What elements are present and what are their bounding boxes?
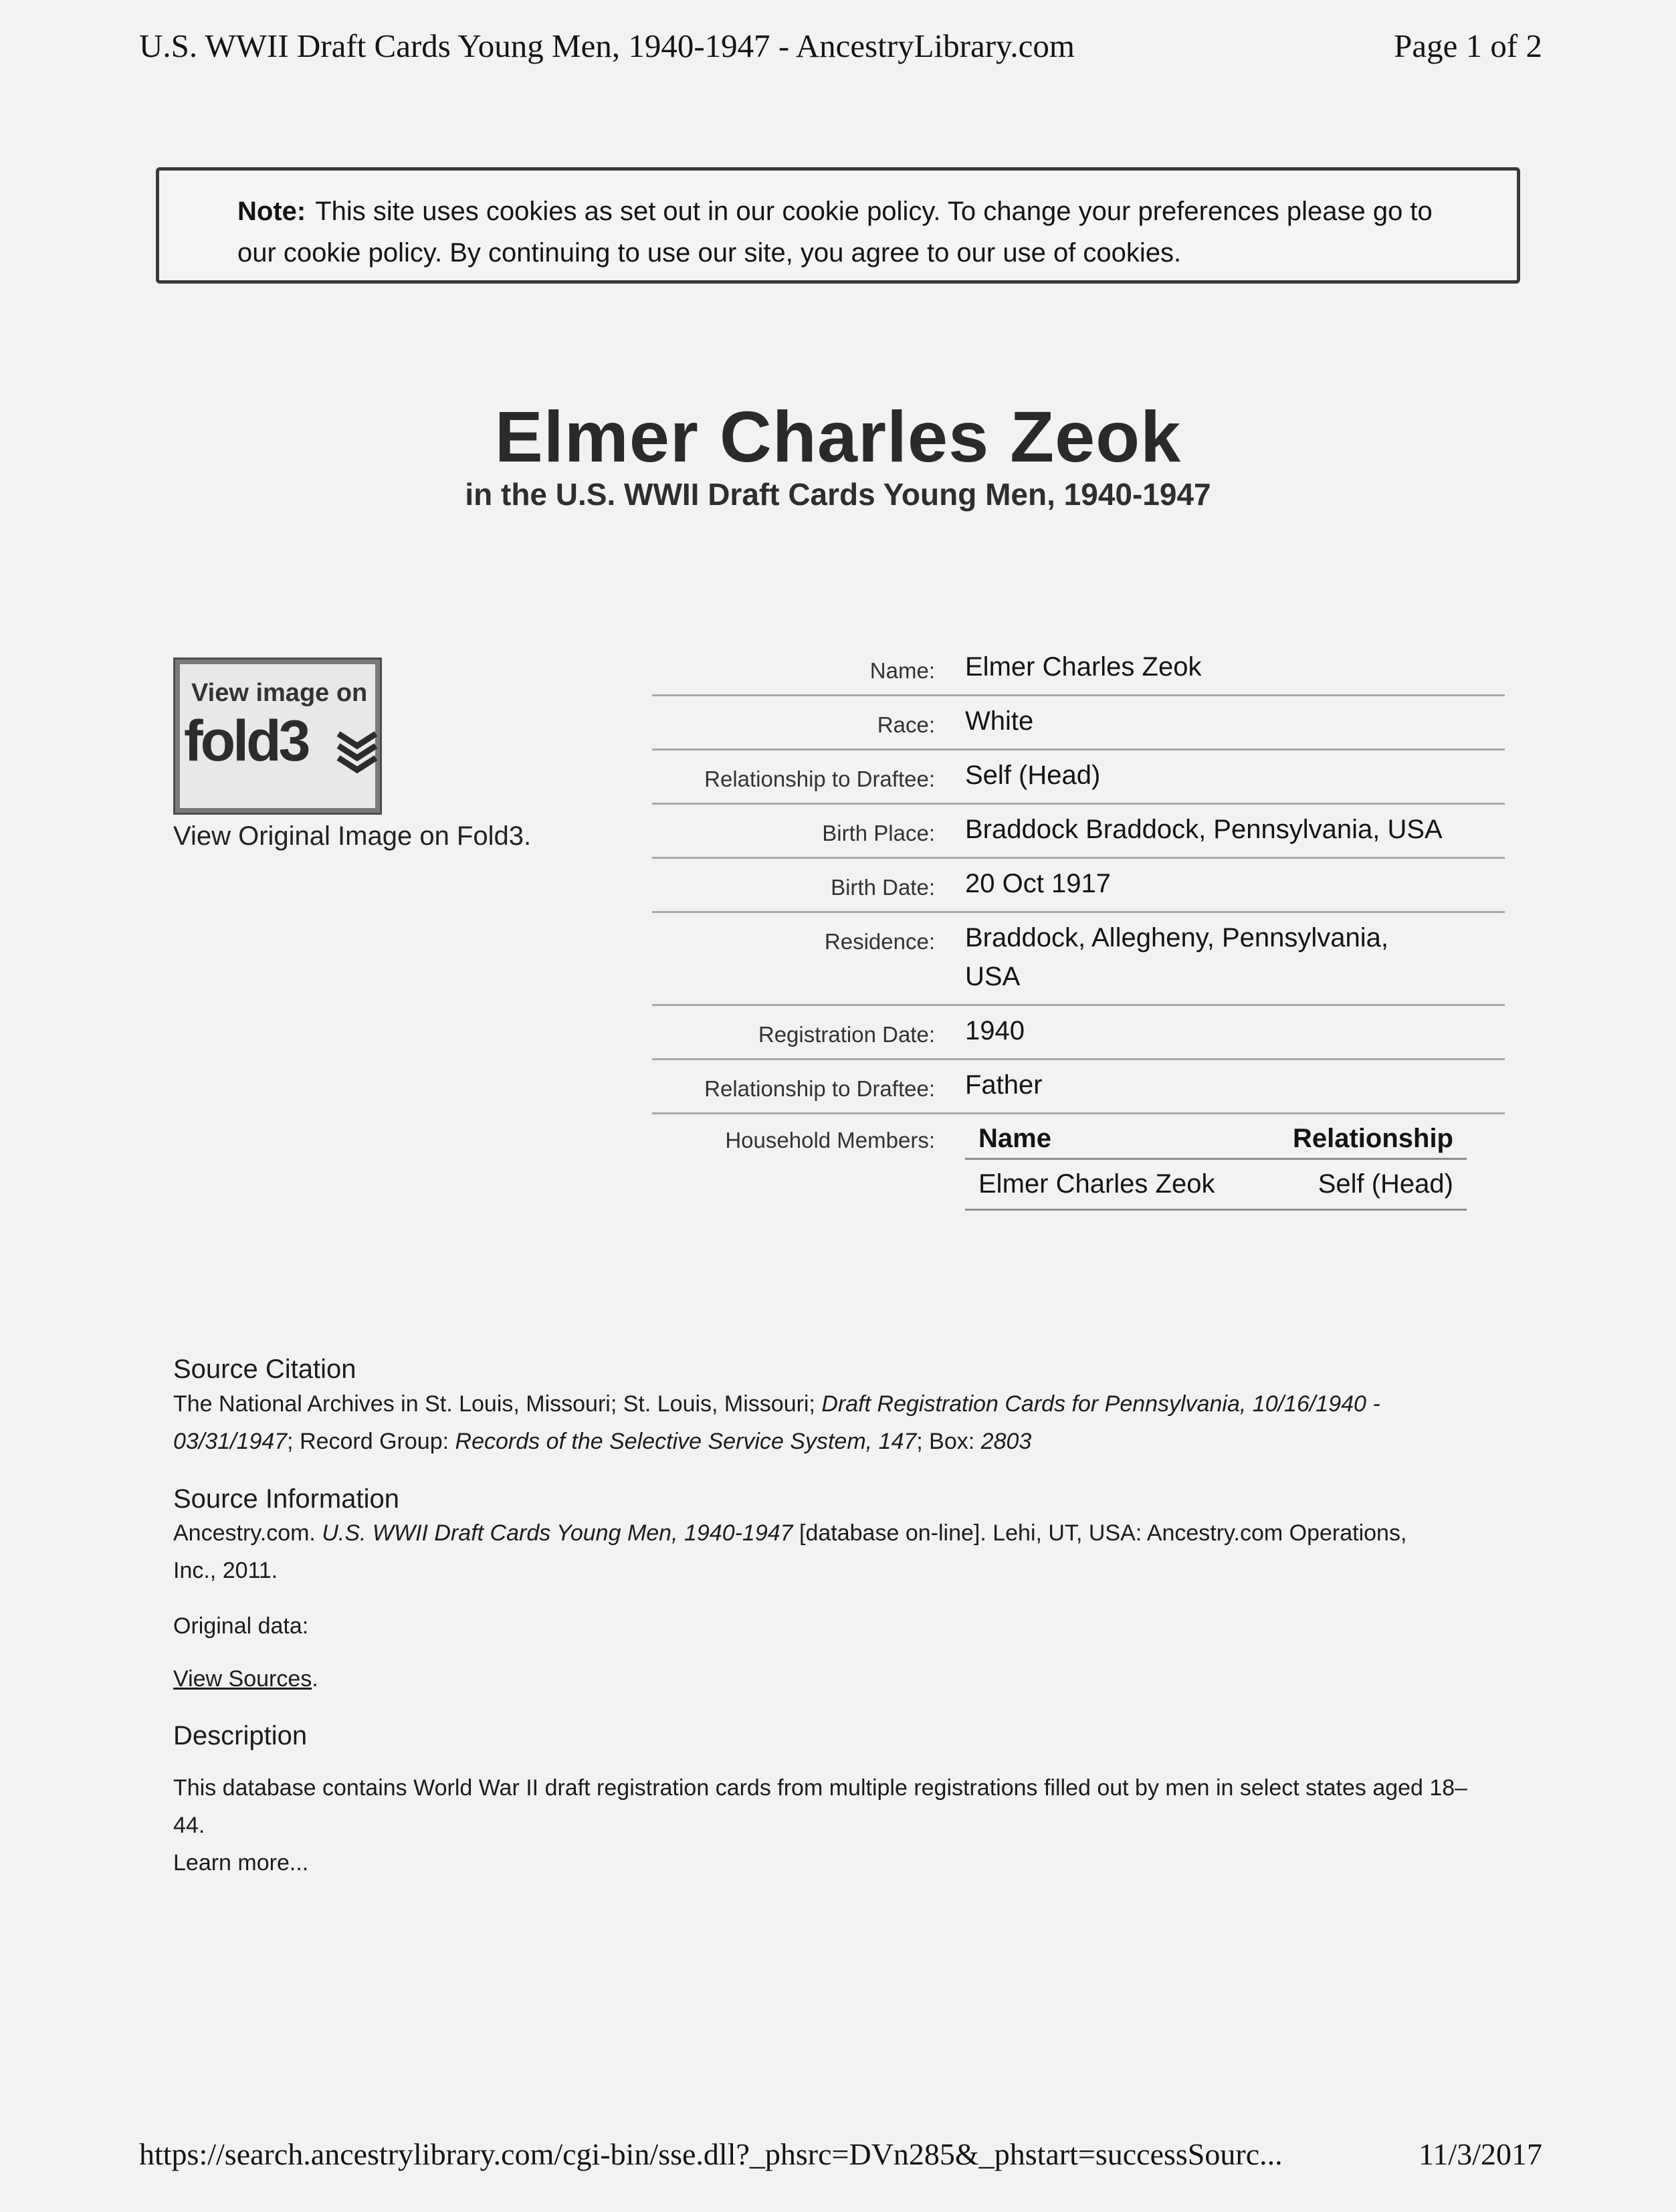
print-footer-date: 11/3/2017 (1419, 2137, 1542, 2171)
household-table-header (965, 1124, 1467, 1160)
household-member-name: Elmer Charles Zeok (978, 1169, 1215, 1199)
record-value: 1940 (965, 1016, 1025, 1045)
fold3-badge-caption: View image on (191, 679, 368, 707)
print-header-title: U.S. WWII Draft Cards Young Men, 1940-1947 - AncestryLibrary.com (139, 27, 1075, 64)
record-value: White (965, 706, 1034, 736)
source-info-database: U.S. WWII Draft Cards Young Men, 1940-1947 (322, 1520, 793, 1546)
learn-more-link[interactable]: Learn more... (173, 1850, 309, 1876)
page-subtitle: in the U.S. WWII Draft Cards Young Men, 1940-1947 (465, 477, 1211, 512)
record-row-birth-date (652, 859, 1505, 913)
record-row-registration-date (652, 1006, 1505, 1060)
record-row-name (652, 642, 1505, 696)
record-row-race (652, 696, 1505, 750)
citation-part: ; Box: (916, 1429, 981, 1454)
fold3-view-image-button[interactable] (173, 658, 382, 815)
household-members-table (965, 1124, 1467, 1211)
household-header-relationship: Relationship (1292, 1124, 1453, 1153)
record-label: Birth Date: (831, 875, 935, 900)
record-row-residence (652, 913, 1505, 1006)
record-row-relationship-father (652, 1060, 1505, 1114)
citation-part: ; Record Group: (287, 1429, 455, 1454)
description-heading: Description (173, 1721, 308, 1750)
page-title: Elmer Charles Zeok (494, 396, 1182, 477)
cookie-notice-text: This site uses cookies as set out in our cookie policy. To change your preferences please go to our cookie policy. By continuing to use our site, you agree to our use of cookies. (237, 197, 1433, 268)
record-value: Father (965, 1070, 1043, 1100)
print-footer-url: https://search.ancestrylibrary.com/cgi-bin/sse.dll?_phsrc=DVn285&_phstart=successSourc... (139, 2137, 1283, 2171)
record-label: Relationship to Draftee: (704, 767, 935, 791)
view-sources-suffix: . (312, 1666, 318, 1692)
record-value: Self (Head) (965, 761, 1101, 790)
record-label: Residence: (824, 929, 935, 954)
source-info-part: Ancestry.com. (173, 1520, 322, 1546)
cookie-notice-label: Note: (237, 197, 306, 226)
view-sources-link[interactable]: View Sources (173, 1666, 312, 1692)
household-member-relationship: Self (Head) (1318, 1169, 1453, 1199)
fold3-badge-inner (180, 664, 375, 808)
record-details-table (652, 642, 1505, 1211)
record-row-relationship (652, 750, 1505, 805)
source-citation-heading: Source Citation (173, 1354, 356, 1384)
citation-part: The National Archives in St. Louis, Missouri; St. Louis, Missouri; (173, 1391, 822, 1417)
citation-box: 2803 (980, 1429, 1032, 1454)
record-label: Race: (877, 712, 935, 737)
record-value: Braddock, Allegheny, Pennsylvania, USA (965, 923, 1388, 991)
table-row (965, 1160, 1467, 1211)
record-label: Household Members: (725, 1128, 935, 1152)
citation-record-group: Records of the Selective Service System, 147 (455, 1429, 917, 1454)
record-label: Birth Place: (822, 821, 935, 845)
print-header-page-number: Page 1 of 2 (1394, 27, 1542, 64)
record-value: Elmer Charles Zeok (965, 652, 1202, 682)
original-data-label: Original data: (173, 1613, 309, 1639)
source-citation-text (173, 1385, 1497, 1460)
cookie-notice (156, 167, 1520, 284)
citation-collection: Draft Registration Cards for Pennsylvania, 10/16/1940 - 03/31/1947 (173, 1391, 1380, 1454)
view-sources-line (173, 1660, 318, 1698)
record-row-birth-place (652, 805, 1505, 859)
household-header-name: Name (978, 1124, 1051, 1153)
record-label: Registration Date: (758, 1022, 935, 1047)
fold3-logo-text: fold3 (184, 709, 308, 773)
source-info-part: [database on-line]. Lehi, UT, USA: Ancestry.com Operations, Inc., 2011. (173, 1520, 1407, 1583)
record-value: 20 Oct 1917 (965, 869, 1111, 898)
record-label: Relationship to Draftee: (704, 1076, 935, 1101)
source-information-text (173, 1514, 1444, 1589)
record-value: Braddock Braddock, Pennsylvania, USA (965, 815, 1443, 844)
record-label: Name: (869, 658, 935, 683)
fold3-original-image-link[interactable]: View Original Image on Fold3. (173, 821, 532, 851)
fold3-chevron-icon (336, 730, 379, 777)
description-text: This database contains World War II draft registration cards from multiple registrations filled out by men in select states aged 18–44. (173, 1775, 1468, 1838)
source-information-heading: Source Information (173, 1484, 399, 1514)
record-row-household (652, 1114, 1505, 1211)
